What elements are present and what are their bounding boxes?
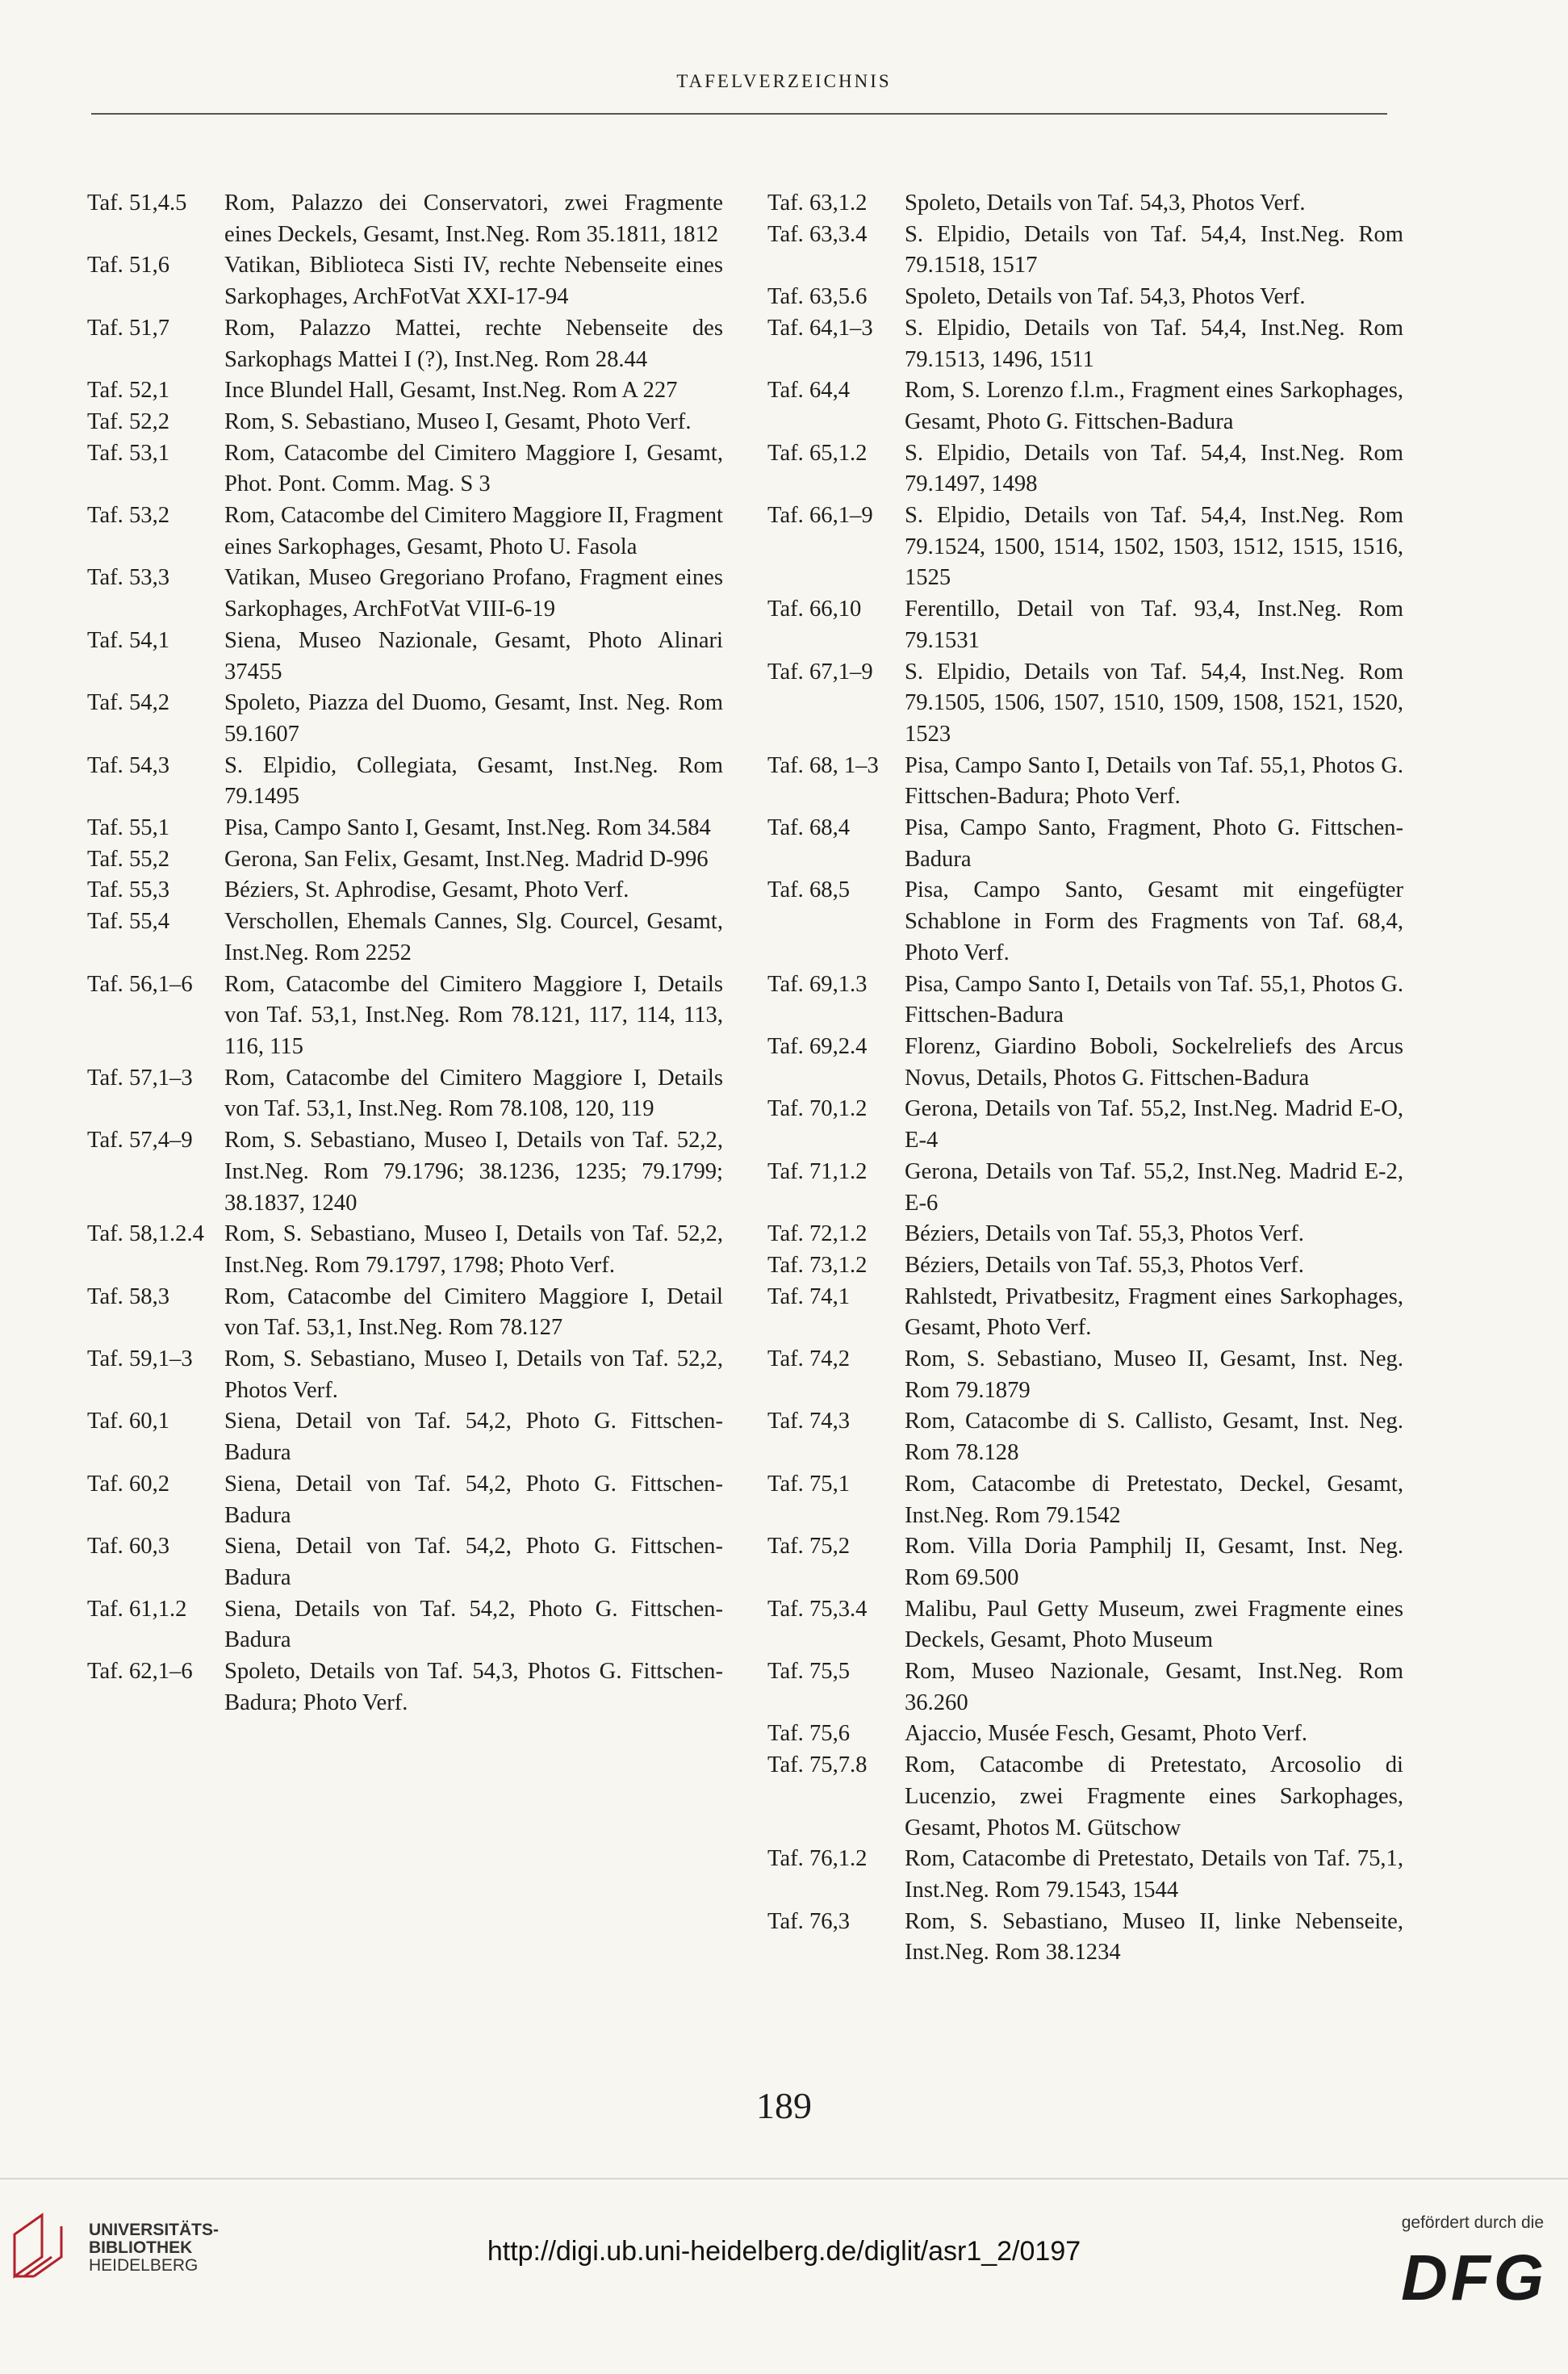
plate-description: S. Elpidio, Details von Taf. 54,4, Inst.Neg. Rom 79.1518, 1517 xyxy=(905,221,1403,278)
plate-entry xyxy=(767,1531,1403,1593)
plate-number: Taf. 55,2 xyxy=(87,846,170,872)
plate-description: Rom, S. Sebastiano, Museo II, linke Nebenseite, Inst.Neg. Rom 38.1234 xyxy=(905,1908,1403,1966)
plate-entry xyxy=(767,1157,1403,1219)
plate-entry xyxy=(767,500,1403,594)
plate-number: Taf. 68, 1–3 xyxy=(767,752,879,778)
plate-description: S. Elpidio, Collegiata, Gesamt, Inst.Neg. Rom 79.1495 xyxy=(224,752,723,810)
plate-description: Béziers, Details von Taf. 55,3, Photos Verf. xyxy=(905,1252,1304,1278)
plate-number: Taf. 74,2 xyxy=(767,1346,851,1372)
plate-entry xyxy=(767,969,1403,1032)
plate-description: Pisa, Campo Santo, Fragment, Photo G. Fittschen-Badura xyxy=(905,815,1403,872)
plate-entry xyxy=(767,1032,1403,1094)
plate-entry xyxy=(767,1469,1403,1531)
plate-number: Taf. 51,4.5 xyxy=(87,191,187,216)
footer-divider xyxy=(0,2178,1568,2179)
plate-entry xyxy=(87,1531,723,1593)
plate-entry xyxy=(767,188,1403,220)
plate-description: S. Elpidio, Details von Taf. 54,4, Inst.Neg. Rom 79.1497, 1498 xyxy=(905,440,1403,497)
plate-entry xyxy=(87,375,723,407)
plate-description: Rom, S. Sebastiano, Museo I, Details von Taf. 52,2, Inst.Neg. Rom 79.1796; 38.1236, 1235; 79.1799; 38.1837, 1240 xyxy=(224,1128,723,1216)
plate-entry xyxy=(767,1250,1403,1282)
plate-entry xyxy=(87,563,723,625)
plate-description: Ajaccio, Musée Fesch, Gesamt, Photo Verf. xyxy=(905,1721,1307,1747)
plate-entry xyxy=(767,1344,1403,1406)
plate-number: Taf. 63,3.4 xyxy=(767,221,868,247)
plate-number: Taf. 52,1 xyxy=(87,378,170,404)
plate-entry xyxy=(87,875,723,906)
plate-entry xyxy=(767,1594,1403,1656)
plate-description: Gerona, San Felix, Gesamt, Inst.Neg. Madrid D-996 xyxy=(224,846,709,872)
plate-description: Pisa, Campo Santo, Gesamt mit eingefügter Schablone in Form des Fragments von Taf. 68,4, Photo Verf. xyxy=(905,877,1403,965)
plate-description: Pisa, Campo Santo I, Details von Taf. 55,1, Photos G. Fittschen-Badura; Photo Verf. xyxy=(905,752,1403,810)
plate-entry xyxy=(767,657,1403,751)
plate-entry xyxy=(87,1594,723,1656)
plate-number: Taf. 67,1–9 xyxy=(767,659,873,685)
funded-by-label: gefördert durch die xyxy=(1401,2213,1544,2232)
plate-description: Rom, Catacombe del Cimitero Maggiore I, Details von Taf. 53,1, Inst.Neg. Rom 78.121, 117, 114, 113, 116, 115 xyxy=(224,971,723,1059)
plate-description: Rom, Palazzo Mattei, rechte Nebenseite des Sarkophags Mattei I (?), Inst.Neg. Rom 28.44 xyxy=(224,315,723,372)
plate-description: Pisa, Campo Santo I, Gesamt, Inst.Neg. Rom 34.584 xyxy=(224,815,711,841)
plate-number: Taf. 57,1–3 xyxy=(87,1065,193,1091)
plate-number: Taf. 68,4 xyxy=(767,815,851,841)
plate-description: Vatikan, Biblioteca Sisti IV, rechte Nebenseite eines Sarkophages, ArchFotVat XXI-17-94 xyxy=(224,253,723,310)
plate-entry xyxy=(767,220,1403,282)
plate-description: Spoleto, Details von Taf. 54,3, Photos Verf. xyxy=(905,284,1306,310)
plate-description: Spoleto, Details von Taf. 54,3, Photos G. Fittschen-Badura; Photo Verf. xyxy=(224,1659,723,1715)
plate-entry xyxy=(767,875,1403,969)
dfg-logo: DFG xyxy=(1401,2242,1547,2313)
plate-entry xyxy=(767,1656,1403,1719)
plate-number: Taf. 72,1.2 xyxy=(767,1221,868,1247)
plate-number: Taf. 51,6 xyxy=(87,253,170,278)
plate-description: Rom, Catacombe del Cimitero Maggiore I, Detail von Taf. 53,1, Inst.Neg. Rom 78.127 xyxy=(224,1283,723,1341)
plate-description: Spoleto, Details von Taf. 54,3, Photos Verf. xyxy=(905,191,1306,216)
plate-description: S. Elpidio, Details von Taf. 54,4, Inst.Neg. Rom 79.1505, 1506, 1507, 1510, 1509, 1508, 1521, 1520, 1523 xyxy=(905,659,1403,747)
page-number: 189 xyxy=(756,2085,812,2126)
plate-description: Rom, Palazzo dei Conservatori, zwei Fragmente eines Deckels, Gesamt, Inst.Neg. Rom 35.1811, 1812 xyxy=(224,191,723,247)
plate-number: Taf. 60,2 xyxy=(87,1471,170,1497)
plate-number: Taf. 75,7.8 xyxy=(767,1752,868,1778)
plate-entry xyxy=(87,906,723,969)
plate-entry xyxy=(767,1406,1403,1468)
plate-description: Rom, Catacombe di Pretestato, Details von Taf. 75,1, Inst.Neg. Rom 79.1543, 1544 xyxy=(905,1846,1403,1903)
plate-entry xyxy=(87,688,723,750)
plate-entry xyxy=(767,282,1403,313)
plate-number: Taf. 53,1 xyxy=(87,440,170,466)
plate-entry xyxy=(87,438,723,500)
plate-number: Taf. 52,2 xyxy=(87,408,170,434)
left-column xyxy=(87,188,723,1719)
plate-number: Taf. 64,4 xyxy=(767,378,851,404)
plate-description: Rom, S. Sebastiano, Museo I, Gesamt, Photo Verf. xyxy=(224,408,692,434)
plate-description: Spoleto, Piazza del Duomo, Gesamt, Inst. Neg. Rom 59.1607 xyxy=(224,690,723,747)
plate-number: Taf. 71,1.2 xyxy=(767,1158,868,1184)
plate-entry xyxy=(87,1063,723,1125)
plate-description: Rom, Catacombe di Pretestato, Deckel, Gesamt, Inst.Neg. Rom 79.1542 xyxy=(905,1471,1403,1528)
plate-description: Rom. Villa Doria Pamphilj II, Gesamt, Inst. Neg. Rom 69.500 xyxy=(905,1534,1403,1590)
plate-entry xyxy=(87,1656,723,1719)
right-column xyxy=(767,188,1403,1969)
plate-entry xyxy=(767,1719,1403,1750)
plate-entry xyxy=(767,1750,1403,1844)
plate-entry xyxy=(767,1282,1403,1344)
plate-number: Taf. 73,1.2 xyxy=(767,1252,868,1278)
plate-description: Siena, Detail von Taf. 54,2, Photo G. Fittschen-Badura xyxy=(224,1471,723,1528)
plate-entry xyxy=(767,438,1403,500)
library-name-line2: BIBLIOTHEK xyxy=(89,2238,193,2257)
plate-entry xyxy=(767,1094,1403,1156)
plate-number: Taf. 69,1.3 xyxy=(767,971,868,997)
plate-number: Taf. 61,1.2 xyxy=(87,1596,187,1622)
plate-entry xyxy=(87,813,723,844)
plate-description: Siena, Museo Nazionale, Gesamt, Photo Alinari 37455 xyxy=(224,627,723,685)
plate-number: Taf. 58,3 xyxy=(87,1283,170,1309)
plate-number: Taf. 55,4 xyxy=(87,909,170,935)
plate-number: Taf. 55,1 xyxy=(87,815,170,841)
plate-number: Taf. 75,6 xyxy=(767,1721,851,1747)
plate-description: S. Elpidio, Details von Taf. 54,4, Inst.Neg. Rom 79.1524, 1500, 1514, 1502, 1503, 1512, 1515, 1516, 1525 xyxy=(905,503,1403,591)
plate-entry xyxy=(767,1219,1403,1250)
plate-number: Taf. 60,3 xyxy=(87,1534,170,1560)
plate-description: Florenz, Giardino Boboli, Sockelreliefs des Arcus Novus, Details, Photos G. Fittschen-Badura xyxy=(905,1033,1403,1091)
plate-number: Taf. 57,4–9 xyxy=(87,1128,193,1154)
plate-description: Rom, S. Sebastiano, Museo I, Details von Taf. 52,2, Inst.Neg. Rom 79.1797, 1798; Photo Verf. xyxy=(224,1221,723,1278)
plate-description: Ince Blundel Hall, Gesamt, Inst.Neg. Rom A 227 xyxy=(224,378,678,404)
plate-description: Béziers, Details von Taf. 55,3, Photos Verf. xyxy=(905,1221,1304,1247)
plate-entry xyxy=(87,250,723,312)
plate-number: Taf. 75,3.4 xyxy=(767,1596,868,1622)
plate-description: Verschollen, Ehemals Cannes, Slg. Courcel, Gesamt, Inst.Neg. Rom 2252 xyxy=(224,909,723,965)
plate-number: Taf. 68,5 xyxy=(767,877,851,903)
plate-description: Rom, S. Sebastiano, Museo II, Gesamt, Inst. Neg. Rom 79.1879 xyxy=(905,1346,1403,1403)
plate-description: Siena, Detail von Taf. 54,2, Photo G. Fittschen-Badura xyxy=(224,1409,723,1466)
plate-entry xyxy=(87,1282,723,1344)
plate-number: Taf. 56,1–6 xyxy=(87,971,193,997)
plate-number: Taf. 64,1–3 xyxy=(767,315,873,341)
plate-description: Rom, Catacombe di Pretestato, Arcosolio di Lucenzio, zwei Fragmente eines Sarkophages, Gesamt, Photos M. Gütschow xyxy=(905,1752,1403,1840)
plate-number: Taf. 66,1–9 xyxy=(767,503,873,529)
library-name-line3: HEIDELBERG xyxy=(89,2256,199,2275)
plate-number: Taf. 53,3 xyxy=(87,565,170,591)
plate-entry xyxy=(87,844,723,876)
plate-number: Taf. 74,3 xyxy=(767,1409,851,1434)
plate-description: S. Elpidio, Details von Taf. 54,4, Inst.Neg. Rom 79.1513, 1496, 1511 xyxy=(905,315,1403,372)
plate-entry xyxy=(767,1844,1403,1906)
plate-number: Taf. 54,2 xyxy=(87,690,170,716)
plate-entry xyxy=(87,1125,723,1219)
plate-number: Taf. 76,3 xyxy=(767,1908,851,1934)
plate-description: Vatikan, Museo Gregoriano Profano, Fragment eines Sarkophages, ArchFotVat VIII-6-19 xyxy=(224,565,723,622)
plate-number: Taf. 75,1 xyxy=(767,1471,851,1497)
plate-number: Taf. 66,10 xyxy=(767,597,862,622)
plate-entry xyxy=(87,1469,723,1531)
plate-entry xyxy=(87,1406,723,1468)
plate-entry xyxy=(87,969,723,1063)
plate-number: Taf. 58,1.2.4 xyxy=(87,1221,204,1247)
plate-number: Taf. 63,1.2 xyxy=(767,191,868,216)
plate-number: Taf. 54,3 xyxy=(87,752,170,778)
plate-number: Taf. 69,2.4 xyxy=(767,1033,868,1059)
plate-description: Ferentillo, Detail von Taf. 93,4, Inst.Neg. Rom 79.1531 xyxy=(905,597,1403,653)
plate-number: Taf. 54,1 xyxy=(87,627,170,653)
plate-number: Taf. 53,2 xyxy=(87,503,170,529)
plate-description: Béziers, St. Aphrodise, Gesamt, Photo Verf. xyxy=(224,877,629,903)
plate-description: Gerona, Details von Taf. 55,2, Inst.Neg. Madrid E-2, E-6 xyxy=(905,1158,1403,1216)
plate-number: Taf. 74,1 xyxy=(767,1283,851,1309)
plate-entry xyxy=(87,1344,723,1406)
permalink-url[interactable]: http://digi.ub.uni-heidelberg.de/diglit/asr1_2/0197 xyxy=(487,2236,1081,2267)
plate-description: Malibu, Paul Getty Museum, zwei Fragmente eines Deckels, Gesamt, Photo Museum xyxy=(905,1596,1403,1653)
plate-entry xyxy=(87,407,723,438)
plate-entry xyxy=(767,594,1403,656)
plate-description: Gerona, Details von Taf. 55,2, Inst.Neg. Madrid E-O, E-4 xyxy=(905,1096,1403,1154)
plate-number: Taf. 60,1 xyxy=(87,1409,170,1434)
plate-description: Rom, Catacombe del Cimitero Maggiore II, Fragment eines Sarkophages, Gesamt, Photo U. Fasola xyxy=(224,503,723,559)
plate-entry xyxy=(767,751,1403,813)
plate-description: Rom, Museo Nazionale, Gesamt, Inst.Neg. Rom 36.260 xyxy=(905,1659,1403,1715)
header-rule xyxy=(91,113,1387,115)
plate-entry xyxy=(87,1219,723,1281)
plate-number: Taf. 63,5.6 xyxy=(767,284,868,310)
plate-description: Pisa, Campo Santo I, Details von Taf. 55,1, Photos G. Fittschen-Badura xyxy=(905,971,1403,1028)
plate-entry xyxy=(87,626,723,688)
plate-number: Taf. 62,1–6 xyxy=(87,1659,193,1685)
plate-number: Taf. 70,1.2 xyxy=(767,1096,868,1122)
running-header: TAFELVERZEICHNIS xyxy=(676,71,892,91)
plate-description: Rom, S. Sebastiano, Museo I, Details von Taf. 52,2, Photos Verf. xyxy=(224,1346,723,1403)
plate-description: Rom, Catacombe del Cimitero Maggiore I, Gesamt, Phot. Pont. Comm. Mag. S 3 xyxy=(224,440,723,497)
plate-description: Siena, Detail von Taf. 54,2, Photo G. Fittschen-Badura xyxy=(224,1534,723,1590)
plate-entry xyxy=(767,1907,1403,1969)
plate-entry xyxy=(87,313,723,375)
plate-description: Rahlstedt, Privatbesitz, Fragment eines Sarkophages, Gesamt, Photo Verf. xyxy=(905,1283,1403,1341)
plate-description: Siena, Details von Taf. 54,2, Photo G. Fittschen-Badura xyxy=(224,1596,723,1653)
plate-entry xyxy=(87,500,723,563)
plate-entry xyxy=(767,313,1403,375)
plate-description: Rom, Catacombe di S. Callisto, Gesamt, Inst. Neg. Rom 78.128 xyxy=(905,1409,1403,1466)
plate-number: Taf. 59,1–3 xyxy=(87,1346,193,1372)
plate-description: Rom, Catacombe del Cimitero Maggiore I, Details von Taf. 53,1, Inst.Neg. Rom 78.108, 120, 119 xyxy=(224,1065,723,1122)
library-name-line1: UNIVERSITÄTS- xyxy=(89,2221,220,2239)
plate-number: Taf. 51,7 xyxy=(87,315,170,341)
plate-number: Taf. 55,3 xyxy=(87,877,170,903)
plate-number: Taf. 75,5 xyxy=(767,1659,851,1685)
plate-entry xyxy=(767,375,1403,438)
plate-number: Taf. 76,1.2 xyxy=(767,1846,868,1872)
plate-entry xyxy=(87,188,723,250)
plate-entry xyxy=(767,813,1403,875)
plate-entry xyxy=(87,751,723,813)
plate-number: Taf. 75,2 xyxy=(767,1534,851,1560)
plate-description: Rom, S. Lorenzo f.l.m., Fragment eines Sarkophages, Gesamt, Photo G. Fittschen-Badura xyxy=(905,378,1403,434)
plate-number: Taf. 65,1.2 xyxy=(767,440,868,466)
